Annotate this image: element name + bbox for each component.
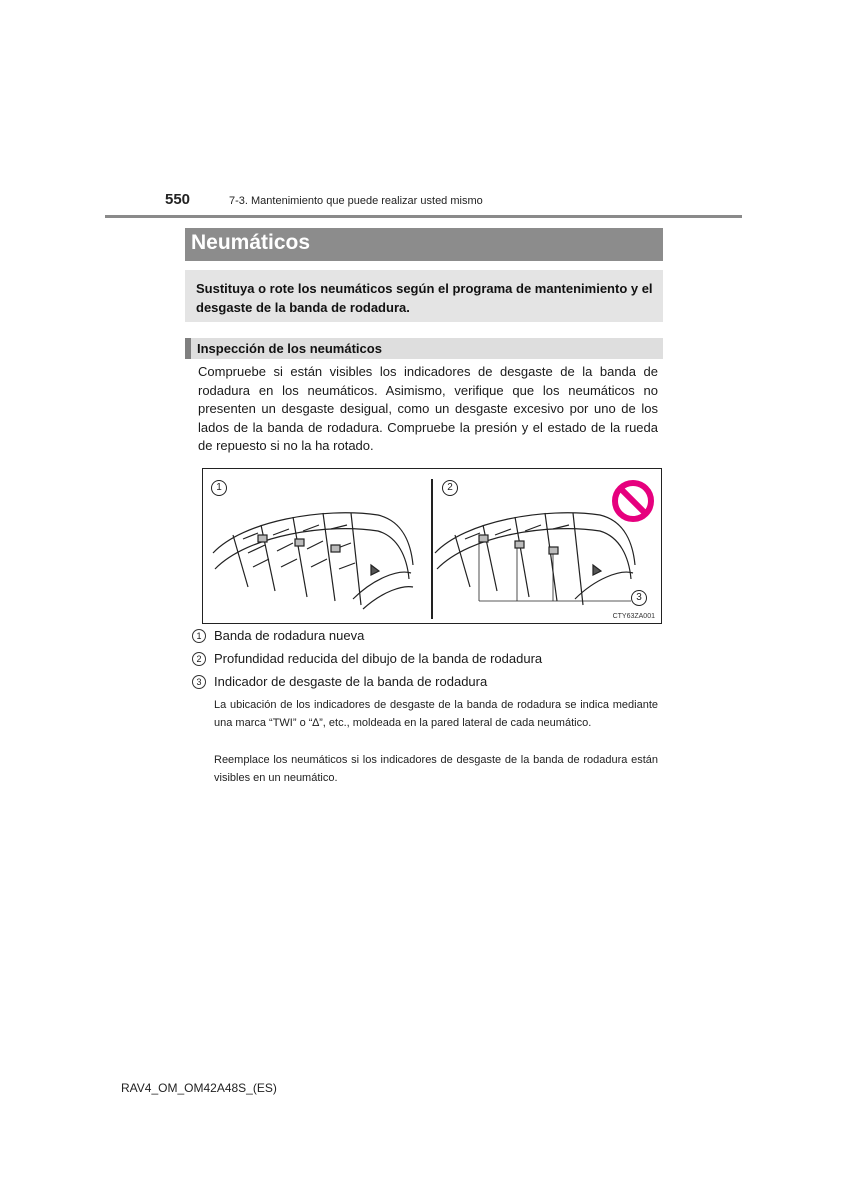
page-number: 550 (165, 191, 191, 208)
legend-number: 3 (192, 675, 206, 689)
subsection-body: Compruebe si están visibles los indicadores de desgaste de la banda de rodadura en los neumáticos. Asimismo, verifique que los neumáticos no presenten un desgaste desigual, como un desgaste excesivo por uno de los lados de la banda de rodadura. Compruebe la presión y el estado de la rueda de repuesto si no la ha rotado. (198, 364, 658, 453)
legend-number: 1 (192, 629, 206, 643)
title-bar (185, 228, 663, 261)
figure-marker-3: 3 (631, 590, 647, 606)
subsection-bar (185, 338, 663, 359)
legend-label: Profundidad reducida del dibujo de la banda de rodadura (214, 651, 543, 666)
note-paragraph: La ubicación de los indicadores de desgaste de la banda de rodadura se indica mediante una marca “TWI” o “∆”, etc., moldeada en la pared lateral de cada neumático. (214, 699, 658, 729)
header-rule (105, 215, 742, 218)
summary-box (185, 270, 663, 322)
tire-figure (202, 468, 662, 624)
legend-label: Banda de rodadura nueva (214, 628, 365, 643)
legend-item (192, 628, 364, 643)
footer-code: RAV4_OM_OM42A48S_(ES) (121, 1081, 277, 1095)
tire-illustrations (203, 469, 661, 623)
section-path: 7-3. Mantenimiento que puede realizar usted mismo (229, 195, 483, 207)
legend-label: Indicador de desgaste de la banda de rodadura (214, 674, 488, 689)
figure-marker-2: 2 (442, 480, 458, 496)
subsection-accent (185, 338, 191, 359)
tire-new-tread-illustration (213, 513, 413, 609)
figure-marker-1: 1 (211, 480, 227, 496)
legend-number: 2 (192, 652, 206, 666)
figure-code: CTY63ZA001 (612, 613, 655, 620)
summary-text: Sustituya o rote los neumáticos según el programa de mantenimiento y el desgaste de la banda de rodadura. (196, 281, 653, 315)
legend-item (192, 651, 542, 666)
legend-item (192, 674, 487, 689)
tire-worn-tread-illustration (435, 513, 635, 605)
note-paragraph: Reemplace los neumáticos si los indicadores de desgaste de la banda de rodadura están visibles en un neumático. (214, 754, 658, 784)
subsection-title: Inspección de los neumáticos (197, 341, 382, 356)
prohibition-icon (615, 483, 651, 519)
page-title: Neumáticos (191, 231, 311, 254)
